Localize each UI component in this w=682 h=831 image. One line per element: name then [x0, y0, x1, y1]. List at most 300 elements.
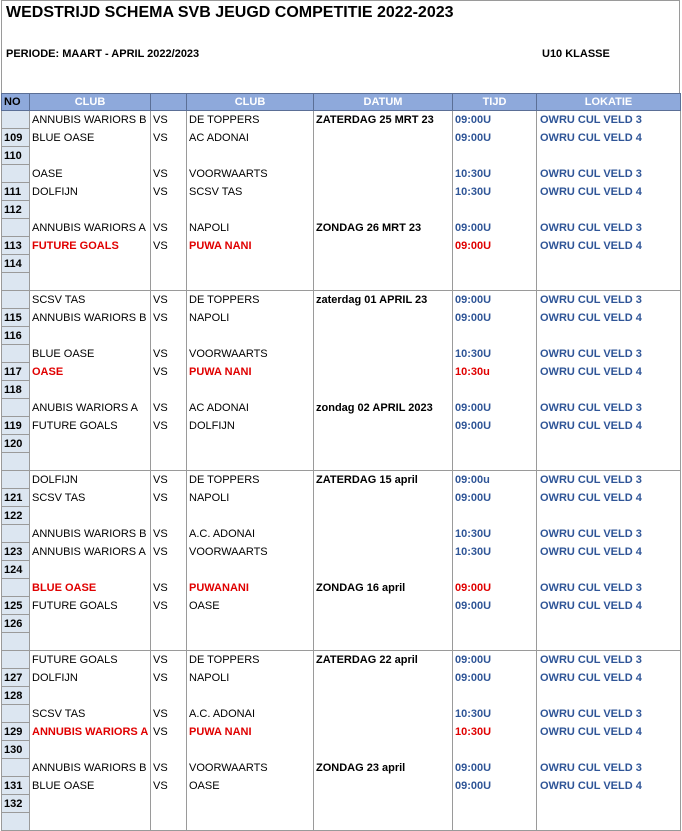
- match-date: [314, 597, 453, 615]
- table-row: [2, 579, 681, 597]
- club-away: DE TOPPERS: [187, 291, 314, 309]
- col-header-tijd: TIJD: [453, 94, 537, 111]
- match-location: OWRU CUL VELD 4: [537, 723, 681, 741]
- row-number: 126: [2, 615, 30, 633]
- club-away: [187, 327, 314, 345]
- vs-label: [151, 633, 187, 651]
- match-time: 10:30U: [453, 525, 537, 543]
- match-location: [537, 813, 681, 831]
- row-number: 130: [2, 741, 30, 759]
- match-time: 09:00U: [453, 291, 537, 309]
- match-time: 09:00U: [453, 111, 537, 129]
- vs-label: VS: [151, 345, 187, 363]
- row-number: [2, 705, 30, 723]
- match-date: [314, 363, 453, 381]
- table-row: [2, 309, 681, 327]
- club-home: [30, 687, 151, 705]
- club-away: VOORWAARTS: [187, 165, 314, 183]
- vs-label: [151, 687, 187, 705]
- club-away: [187, 615, 314, 633]
- match-location: OWRU CUL VELD 3: [537, 345, 681, 363]
- match-time: 09:00U: [453, 579, 537, 597]
- match-date: [314, 633, 453, 651]
- match-location: [537, 201, 681, 219]
- match-time: 09:00U: [453, 309, 537, 327]
- vs-label: VS: [151, 219, 187, 237]
- match-time: [453, 435, 537, 453]
- table-row: [2, 399, 681, 417]
- match-location: OWRU CUL VELD 3: [537, 651, 681, 669]
- row-number: 125: [2, 597, 30, 615]
- club-away: A.C. ADONAI: [187, 705, 314, 723]
- club-away: NAPOLI: [187, 489, 314, 507]
- club-home: ANUBIS WARIORS A: [30, 399, 151, 417]
- match-location: OWRU CUL VELD 3: [537, 399, 681, 417]
- match-time: [453, 633, 537, 651]
- vs-label: VS: [151, 111, 187, 129]
- match-location: [537, 273, 681, 291]
- table-row: [2, 129, 681, 147]
- match-location: OWRU CUL VELD 3: [537, 111, 681, 129]
- match-location: [537, 741, 681, 759]
- match-date: [314, 561, 453, 579]
- club-away: [187, 633, 314, 651]
- match-date: ZONDAG 26 MRT 23: [314, 219, 453, 237]
- club-away: OASE: [187, 777, 314, 795]
- row-number: [2, 453, 30, 471]
- match-time: 10:30u: [453, 363, 537, 381]
- vs-label: VS: [151, 489, 187, 507]
- match-date: [314, 327, 453, 345]
- match-date: [314, 255, 453, 273]
- vs-label: VS: [151, 471, 187, 489]
- match-location: OWRU CUL VELD 4: [537, 129, 681, 147]
- match-table: [1, 93, 681, 831]
- table-row: [2, 327, 681, 345]
- page-title: WEDSTRIJD SCHEMA SVB JEUGD COMPETITIE 2022-2023: [6, 4, 454, 21]
- vs-label: VS: [151, 543, 187, 561]
- match-date: [314, 777, 453, 795]
- club-home: DOLFIJN: [30, 669, 151, 687]
- match-location: [537, 633, 681, 651]
- match-time: 09:00U: [453, 399, 537, 417]
- match-date: zondag 02 APRIL 2023: [314, 399, 453, 417]
- vs-label: [151, 201, 187, 219]
- match-location: OWRU CUL VELD 3: [537, 525, 681, 543]
- club-home: OASE: [30, 363, 151, 381]
- match-time: [453, 453, 537, 471]
- schedule-sheet: [1, 0, 680, 831]
- sheet-header: [1, 0, 680, 93]
- row-number: 121: [2, 489, 30, 507]
- club-away: [187, 687, 314, 705]
- match-location: OWRU CUL VELD 4: [537, 183, 681, 201]
- club-home: ANNUBIS WARIORS A: [30, 219, 151, 237]
- vs-label: VS: [151, 183, 187, 201]
- match-time: 09:00U: [453, 489, 537, 507]
- match-date: [314, 147, 453, 165]
- row-number: [2, 291, 30, 309]
- col-header-club-away: CLUB: [187, 94, 314, 111]
- row-number: [2, 759, 30, 777]
- match-date: [314, 309, 453, 327]
- col-header-datum: DATUM: [314, 94, 453, 111]
- match-location: OWRU CUL VELD 3: [537, 291, 681, 309]
- table-row: [2, 795, 681, 813]
- table-row: [2, 507, 681, 525]
- match-time: [453, 813, 537, 831]
- match-date: [314, 507, 453, 525]
- match-time: 09:00U: [453, 597, 537, 615]
- club-away: NAPOLI: [187, 309, 314, 327]
- club-home: [30, 273, 151, 291]
- club-away: AC ADONAI: [187, 399, 314, 417]
- club-away: [187, 147, 314, 165]
- match-time: [453, 741, 537, 759]
- club-away: VOORWAARTS: [187, 345, 314, 363]
- match-time: 10:30U: [453, 165, 537, 183]
- club-away: DOLFIJN: [187, 417, 314, 435]
- vs-label: [151, 435, 187, 453]
- club-home: ANNUBIS WARIORS A: [30, 543, 151, 561]
- club-away: AC ADONAI: [187, 129, 314, 147]
- row-number: [2, 525, 30, 543]
- table-row: [2, 669, 681, 687]
- row-number: 123: [2, 543, 30, 561]
- club-home: [30, 147, 151, 165]
- table-row: [2, 741, 681, 759]
- row-number: 111: [2, 183, 30, 201]
- club-away: NAPOLI: [187, 669, 314, 687]
- row-number: 128: [2, 687, 30, 705]
- table-row: [2, 291, 681, 309]
- table-row: [2, 273, 681, 291]
- match-time: [453, 507, 537, 525]
- row-number: 118: [2, 381, 30, 399]
- match-date: [314, 795, 453, 813]
- row-number: [2, 165, 30, 183]
- match-date: [314, 237, 453, 255]
- club-away: [187, 795, 314, 813]
- match-location: OWRU CUL VELD 3: [537, 705, 681, 723]
- match-location: OWRU CUL VELD 4: [537, 597, 681, 615]
- club-home: FUTURE GOALS: [30, 417, 151, 435]
- row-number: 124: [2, 561, 30, 579]
- match-time: 09:00u: [453, 471, 537, 489]
- club-home: ANNUBIS WARIORS B: [30, 525, 151, 543]
- row-number: [2, 579, 30, 597]
- match-location: [537, 507, 681, 525]
- vs-label: VS: [151, 579, 187, 597]
- table-row: [2, 813, 681, 831]
- club-home: BLUE OASE: [30, 345, 151, 363]
- match-date: [314, 183, 453, 201]
- match-location: [537, 435, 681, 453]
- table-row: [2, 777, 681, 795]
- club-away: DE TOPPERS: [187, 111, 314, 129]
- vs-label: [151, 255, 187, 273]
- match-date: [314, 543, 453, 561]
- match-date: [314, 813, 453, 831]
- match-date: [314, 489, 453, 507]
- vs-label: [151, 507, 187, 525]
- table-row: [2, 183, 681, 201]
- match-location: OWRU CUL VELD 4: [537, 417, 681, 435]
- club-away: VOORWAARTS: [187, 543, 314, 561]
- match-location: [537, 453, 681, 471]
- match-location: OWRU CUL VELD 4: [537, 363, 681, 381]
- match-date: [314, 705, 453, 723]
- match-time: [453, 255, 537, 273]
- club-away: [187, 201, 314, 219]
- club-home: FUTURE GOALS: [30, 237, 151, 255]
- match-location: [537, 381, 681, 399]
- table-row: [2, 489, 681, 507]
- club-home: [30, 615, 151, 633]
- col-header-lokatie: LOKATIE: [537, 94, 681, 111]
- table-row: [2, 219, 681, 237]
- match-date: [314, 669, 453, 687]
- vs-label: VS: [151, 237, 187, 255]
- match-time: 10:30U: [453, 723, 537, 741]
- vs-label: VS: [151, 669, 187, 687]
- table-row: [2, 633, 681, 651]
- club-home: BLUE OASE: [30, 777, 151, 795]
- row-number: [2, 111, 30, 129]
- vs-label: [151, 381, 187, 399]
- match-table-body: [2, 111, 681, 831]
- table-row: [2, 687, 681, 705]
- row-number: 113: [2, 237, 30, 255]
- match-time: 10:30U: [453, 705, 537, 723]
- match-date: ZONDAG 16 april: [314, 579, 453, 597]
- club-home: [30, 561, 151, 579]
- vs-label: VS: [151, 651, 187, 669]
- row-number: 116: [2, 327, 30, 345]
- club-away: DE TOPPERS: [187, 651, 314, 669]
- vs-label: VS: [151, 309, 187, 327]
- row-number: 114: [2, 255, 30, 273]
- match-time: [453, 381, 537, 399]
- match-location: [537, 255, 681, 273]
- match-time: 10:30U: [453, 183, 537, 201]
- vs-label: VS: [151, 363, 187, 381]
- match-time: [453, 273, 537, 291]
- match-time: 10:30U: [453, 543, 537, 561]
- match-date: [314, 435, 453, 453]
- table-row: [2, 363, 681, 381]
- class-label: U10 KLASSE: [542, 48, 610, 60]
- table-row: [2, 453, 681, 471]
- club-away: A.C. ADONAI: [187, 525, 314, 543]
- club-home: [30, 813, 151, 831]
- row-number: 120: [2, 435, 30, 453]
- club-away: [187, 561, 314, 579]
- table-row: [2, 237, 681, 255]
- row-number: [2, 345, 30, 363]
- club-home: [30, 507, 151, 525]
- club-away: [187, 381, 314, 399]
- club-away: [187, 741, 314, 759]
- row-number: 127: [2, 669, 30, 687]
- match-date: ZONDAG 23 april: [314, 759, 453, 777]
- club-home: [30, 453, 151, 471]
- table-row: [2, 345, 681, 363]
- vs-label: [151, 327, 187, 345]
- row-number: [2, 219, 30, 237]
- club-home: [30, 633, 151, 651]
- club-away: PUWANANI: [187, 579, 314, 597]
- match-location: [537, 147, 681, 165]
- match-date: ZATERDAG 22 april: [314, 651, 453, 669]
- club-home: [30, 795, 151, 813]
- vs-label: VS: [151, 597, 187, 615]
- match-date: [314, 723, 453, 741]
- club-home: ANNUBIS WARIORS B: [30, 309, 151, 327]
- vs-label: [151, 273, 187, 291]
- match-date: [314, 345, 453, 363]
- club-away: OASE: [187, 597, 314, 615]
- club-home: [30, 327, 151, 345]
- club-away: [187, 435, 314, 453]
- match-time: 09:00U: [453, 129, 537, 147]
- match-location: OWRU CUL VELD 3: [537, 471, 681, 489]
- vs-label: VS: [151, 777, 187, 795]
- club-home: BLUE OASE: [30, 579, 151, 597]
- club-away: [187, 507, 314, 525]
- table-row: [2, 615, 681, 633]
- period-label: PERIODE: MAART - APRIL 2022/2023: [6, 48, 200, 60]
- row-number: 110: [2, 147, 30, 165]
- table-row: [2, 435, 681, 453]
- row-number: 131: [2, 777, 30, 795]
- match-time: [453, 201, 537, 219]
- match-date: ZATERDAG 25 MRT 23: [314, 111, 453, 129]
- row-number: 117: [2, 363, 30, 381]
- table-row: [2, 705, 681, 723]
- club-away: DE TOPPERS: [187, 471, 314, 489]
- vs-label: VS: [151, 759, 187, 777]
- vs-label: VS: [151, 165, 187, 183]
- row-number: [2, 813, 30, 831]
- vs-label: [151, 147, 187, 165]
- row-number: 119: [2, 417, 30, 435]
- col-header-no: NO: [2, 94, 30, 111]
- club-away: [187, 453, 314, 471]
- table-row: [2, 525, 681, 543]
- vs-label: [151, 795, 187, 813]
- table-row: [2, 471, 681, 489]
- match-time: 09:00U: [453, 759, 537, 777]
- club-home: [30, 381, 151, 399]
- col-header-club-home: CLUB: [30, 94, 151, 111]
- row-number: [2, 651, 30, 669]
- row-number: [2, 471, 30, 489]
- match-date: [314, 615, 453, 633]
- row-number: 115: [2, 309, 30, 327]
- match-time: 09:00U: [453, 669, 537, 687]
- match-location: [537, 561, 681, 579]
- club-home: ANNUBIS WARIORS B: [30, 759, 151, 777]
- table-row: [2, 201, 681, 219]
- club-home: ANNUBIS WARIORS B: [30, 111, 151, 129]
- club-home: BLUE OASE: [30, 129, 151, 147]
- club-home: [30, 201, 151, 219]
- club-home: DOLFIJN: [30, 183, 151, 201]
- row-number: 132: [2, 795, 30, 813]
- vs-label: [151, 741, 187, 759]
- match-location: OWRU CUL VELD 3: [537, 579, 681, 597]
- match-time: 09:00U: [453, 237, 537, 255]
- match-location: OWRU CUL VELD 4: [537, 309, 681, 327]
- match-date: [314, 525, 453, 543]
- match-time: [453, 327, 537, 345]
- vs-label: VS: [151, 129, 187, 147]
- table-header-row: [2, 94, 681, 111]
- table-row: [2, 561, 681, 579]
- match-location: OWRU CUL VELD 4: [537, 543, 681, 561]
- table-row: [2, 759, 681, 777]
- row-number: 122: [2, 507, 30, 525]
- club-home: OASE: [30, 165, 151, 183]
- row-number: 109: [2, 129, 30, 147]
- match-date: zaterdag 01 APRIL 23: [314, 291, 453, 309]
- match-time: 09:00U: [453, 417, 537, 435]
- table-row: [2, 255, 681, 273]
- club-home: FUTURE GOALS: [30, 597, 151, 615]
- match-date: ZATERDAG 15 april: [314, 471, 453, 489]
- match-time: 09:00U: [453, 219, 537, 237]
- vs-label: VS: [151, 705, 187, 723]
- club-home: ANNUBIS WARIORS A: [30, 723, 151, 741]
- club-away: [187, 255, 314, 273]
- table-row: [2, 381, 681, 399]
- match-time: [453, 795, 537, 813]
- table-row: [2, 417, 681, 435]
- table-row: [2, 597, 681, 615]
- match-location: OWRU CUL VELD 3: [537, 219, 681, 237]
- match-time: 09:00U: [453, 777, 537, 795]
- table-row: [2, 723, 681, 741]
- match-date: [314, 741, 453, 759]
- match-date: [314, 417, 453, 435]
- club-home: [30, 741, 151, 759]
- vs-label: [151, 561, 187, 579]
- match-date: [314, 687, 453, 705]
- match-date: [314, 381, 453, 399]
- match-date: [314, 165, 453, 183]
- club-away: SCSV TAS: [187, 183, 314, 201]
- vs-label: VS: [151, 417, 187, 435]
- row-number: [2, 399, 30, 417]
- club-home: FUTURE GOALS: [30, 651, 151, 669]
- club-home: SCSV TAS: [30, 489, 151, 507]
- table-row: [2, 165, 681, 183]
- club-home: DOLFIJN: [30, 471, 151, 489]
- club-home: SCSV TAS: [30, 705, 151, 723]
- match-time: 10:30U: [453, 345, 537, 363]
- match-date: [314, 201, 453, 219]
- match-location: OWRU CUL VELD 4: [537, 777, 681, 795]
- match-time: [453, 687, 537, 705]
- match-location: OWRU CUL VELD 4: [537, 669, 681, 687]
- club-away: PUWA NANI: [187, 363, 314, 381]
- match-location: [537, 687, 681, 705]
- row-number: 129: [2, 723, 30, 741]
- vs-label: VS: [151, 399, 187, 417]
- row-number: 112: [2, 201, 30, 219]
- vs-label: [151, 615, 187, 633]
